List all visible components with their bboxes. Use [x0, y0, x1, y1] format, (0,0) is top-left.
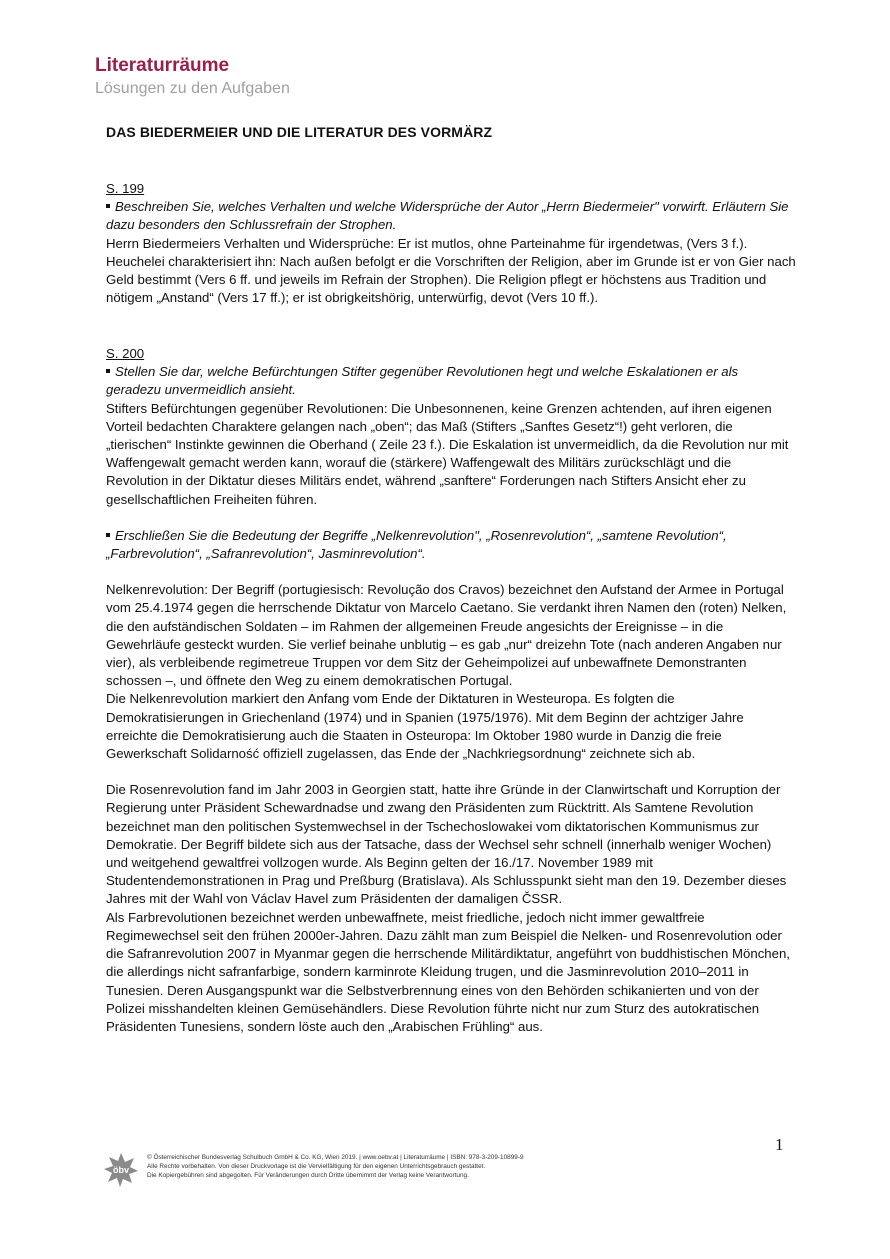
answer-paragraph: Die Rosenrevolution fand im Jahr 2003 in Georgien statt, hatte ihre Gründe in der Clanwirtschaft und Korruption der Regierung unter Präsident Schewardnadse und zwang den Präsidenten zum Rücktritt. Als Samtene Revolution bezeichnet man den politischen Systemwechsel in der Tschechoslowakei vom diktatorischen Kommunismus zur Demokratie. Der Begriff bildete sich aus der Tatsache, dass der Wechsel sehr schnell (innerhalb weniger Wochen) und weitgehend gewaltfrei vollzogen wurde. Als Beginn gelten der 16./17. November 1989 mit Studentendemonstrationen in Prag und Preßburg (Bratislava). Als Schlusspunkt sieht man den 19. Dezember dieses Jahres mit der Wahl von Václav Havel zum Präsidenten der damaligen ČSSR.: [106, 782, 787, 907]
answer-paragraph: Die Nelkenrevolution markiert den Anfang vom Ende der Diktaturen in Westeuropa. Es folgten die Demokratisierungen in Griechenland (1974) und in Spanien (1975/1976). Mit dem Beginn der achtziger Jahre erreichte die Demokratisierung auch die Staaten in Osteuropa: Im Oktober 1980 wurde in Danzig die freie Gewerkschaft Solidarność offiziell zugelassen, das Ende der „Nachkriegsordnung“ zeichnete sich ab.: [106, 691, 744, 762]
publisher-logo-icon: [103, 1152, 139, 1188]
footer-line: Alle Rechte vorbehalten. Von dieser Druckvorlage ist die Vervielfältigung für den eigenen Unterrichtsgebrauch gestattet.: [147, 1163, 486, 1170]
task-prompt: [106, 198, 796, 234]
task-text: Erschließen Sie die Bedeutung der Begriffe „Nelkenrevolution", „Rosenrevolution“, „samtene Revolution“, „Farbrevolution“, „Safranrevolution“, Jasminrevolution“.: [106, 527, 727, 562]
bullet-icon: [106, 533, 110, 537]
answer-paragraph: Als Farbrevolutionen bezeichnet werden unbewaffnete, meist friedliche, jedoch nicht immer gewaltfreie Regimewechsel seit den frühen 2000er-Jahren. Dazu zählt man zum Beispiel die Nelken- und Rosenrevolution oder die Safranrevolution 2007 in Myanmar gegen die herrschende Militärdiktatur, angeführt von buddhistischen Mönchen, die allerdings nicht safranfarbige, sondern karminrote Kleidung trugen, und die Jasminrevolution 2010–2011 in Tunesien. Deren Ausgangspunkt war die Selbstverbrennung eines von den Behörden schikanierten und von der Polizei misshandelten kleinen Gemüsehändlers. Diese Revolution führte nicht nur zum Sturz des autokratischen Präsidenten Tunesiens, sondern löste auch den „Arabischen Frühling“ aus.: [106, 909, 790, 1034]
task-prompt-2: [106, 527, 796, 563]
page-number: 1: [775, 1135, 784, 1154]
task-text: Stellen Sie dar, welche Befürchtungen Stifter gegenüber Revolutionen hegt und welche Eskalationen er als geradezu unvermeidlich ansieht.: [106, 364, 739, 398]
spacer: [106, 563, 796, 581]
page-reference: S. 200: [106, 346, 145, 361]
footer-line: © Österreichischer Bundesverlag Schulbuch GmbH & Co. KG, Wien 2019. | www.oebv.at | Literaturräume | ISBN: 978-3-209-10899-9: [147, 1154, 524, 1161]
answer-paragraph: Nelkenrevolution: Der Begriff (portugiesisch: Revolução dos Cravos) bezeichnet den Aufstand der Armee in Portugal vom 25.4.1974 gegen die herrschende Diktatur von Marcelo Caetano. Sie verdankt ihren Namen den (roten) Nelken, die den aufständischen Soldaten – im Rahmen der allgemeinen Freude angesichts der Ereignisse – in die Gewehrläufe gesteckt wurden. Sie verlief beinahe unblutig – es gab „nur“ dreizehn Tote (nach anderen Angaben nur vier), als verbleibende regimetreue Truppen vor dem Sitz der Geheimpolizei auf unbewaffnete Demonstranten schossen –, und öffnete den Weg zu einem demokratischen Portugal.: [106, 582, 787, 689]
brand-title: Literaturräume: [95, 55, 230, 76]
task-prompt: [106, 363, 796, 399]
answer-paragraph: Stifters Befürchtungen gegenüber Revolutionen: Die Unbesonnenen, keine Grenzen achtenden, auf ihren eigenen Vorteil bedachten Charaktere gelangen nach „oben“; das Maß (Stifters „Sanftes Gesetz“!) geht verloren, die „tierischen“ Instinkte gewinnen die Oberhand ( Zeile 23 f.). Die Eskalation ist unvermeidlich, da die Revolution nur mit Waffengewalt gemacht werden kann, worauf die (stärkere) Waffengewalt des Militärs zurückschlägt und die Revolution in der Diktatur dieses Militärs endet, während „sanftere“ Forderungen nach Stifters Ansicht eher zu gesellschaftlichen Freiheiten führen.: [106, 400, 789, 507]
section-s200: [106, 345, 796, 1036]
spacer: [106, 509, 796, 527]
footer-copyright: [147, 1153, 767, 1180]
bullet-icon: [106, 204, 110, 208]
spacer: [106, 763, 796, 781]
task-text: Beschreiben Sie, welches Verhalten und welche Widersprüche der Autor „Herrn Biedermeier" vorwirft. Erläutern Sie dazu besonders den Schlussrefrain der Strophen.: [106, 199, 789, 233]
logo-text: öbv: [112, 1165, 130, 1175]
footer-line: Die Kopiergebühren sind abgegolten. Für Veränderungen durch Dritte übernimmt der Verlag keine Verantwortung.: [147, 1172, 469, 1179]
brand-subtitle: Lösungen zu den Aufgaben: [95, 80, 290, 97]
answer-paragraph: Herrn Biedermeiers Verhalten und Widersprüche: Er ist mutlos, ohne Parteinahme für irgendetwas, (Vers 3 f.). Heuchelei charakterisiert ihn: Nach außen befolgt er die Vorschriften der Religion, aber im Grunde ist er von Gier nach Geld bestimmt (Vers 6 ff. und jeweils im Refrain der Strophen). Die Religion pflegt er höchstens aus Tradition und nötigem „Anstand“ (Vers 17 ff.); er ist obrigkeitshörig, unterwürfig, devot (Vers 10 ff.).: [106, 235, 796, 306]
bullet-icon: [106, 369, 110, 373]
document-title: DAS BIEDERMEIER UND DIE LITERATUR DES VORMÄRZ: [106, 124, 493, 140]
page-reference: S. 199: [106, 181, 145, 196]
section-s199: [106, 180, 796, 307]
